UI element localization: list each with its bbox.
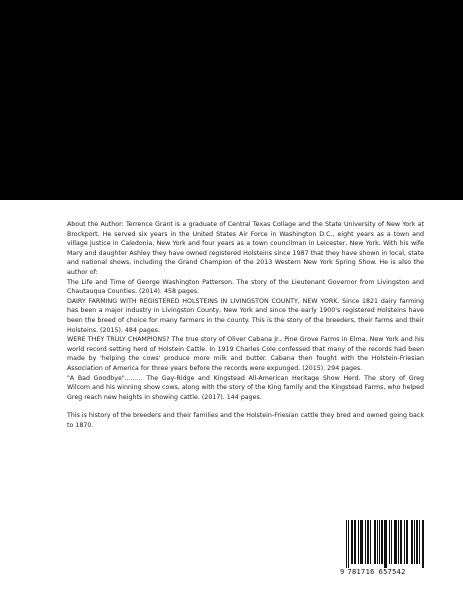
barcode-bar bbox=[384, 520, 385, 568]
closing-paragraph: This is history of the breeders and their families and the Holstein-Friesian cattle they bred and owned going back to 1870. bbox=[67, 412, 424, 429]
book-bad-goodbye-paragraph: "A Bad Goodbye"......... The Gay-Ridge and Kingstead All-American Heritage Show Herd. The story of Greg Wilcom and his winning show cows, along with the story of the King family and the Kingstead Farms, who helped Greg reach new heights in showing cattle. (2017). 144 pages. bbox=[67, 374, 424, 401]
barcode-bar bbox=[358, 520, 359, 564]
barcode-bar bbox=[377, 520, 378, 564]
barcode-bar bbox=[346, 520, 347, 568]
barcode-bars-icon bbox=[346, 520, 424, 568]
barcode-bar bbox=[348, 520, 349, 568]
barcode-bar bbox=[411, 520, 412, 564]
barcode-bar bbox=[419, 520, 420, 564]
barcode-bar bbox=[394, 520, 395, 564]
isbn-digits-right: 657542 bbox=[378, 568, 406, 576]
barcode-bar bbox=[360, 520, 361, 564]
barcode-bar bbox=[381, 520, 382, 564]
back-cover-text bbox=[67, 220, 424, 430]
barcode-bar bbox=[406, 520, 407, 564]
book-dairy-farming-paragraph: DAIRY FARMING WITH REGISTERED HOLSTEINS IN LIVINGSTON COUNTY, NEW YORK. Since 1821 dairy farming has been a major industry in Livingston County, New York and since the early 1900's registered Holsteins have been the breed of choice for many farmers in the county. This is the story of the breeders, their farms and their Holsteins. (2015). 484 pages. bbox=[67, 297, 424, 334]
barcode-bar bbox=[416, 520, 417, 564]
barcode-bar bbox=[355, 520, 356, 564]
barcode-bar bbox=[400, 520, 401, 564]
barcode-bar bbox=[398, 520, 399, 564]
barcode-bar bbox=[414, 520, 415, 564]
barcode-bar bbox=[385, 520, 386, 568]
barcode-bar bbox=[395, 520, 396, 564]
isbn-digits-left: 781716 bbox=[347, 568, 375, 576]
book-champions-paragraph: WERE THEY TRULY CHAMPIONS? The true story of Oliver Cabana Jr., Pine Grove Farms in Elma, New York and his world record setting herd of Holstein Cattle. In 1919 Charles Cole confessed that many of the records had been made by 'helping the cows' produce more milk and butter. Cabana then fought with the Holstein-Friesian Association of America for three years before the records were expunged. (2015). 294 pages. bbox=[67, 336, 424, 372]
isbn-number bbox=[340, 568, 428, 576]
barcode-bar bbox=[404, 520, 405, 564]
barcode-bar bbox=[375, 520, 376, 564]
barcode-bar bbox=[379, 520, 380, 564]
barcode-bar bbox=[361, 520, 362, 564]
cover-black-band bbox=[0, 0, 463, 200]
barcode-bar bbox=[389, 520, 390, 564]
barcode-bar bbox=[423, 520, 424, 568]
barcode-bar bbox=[374, 520, 375, 564]
book-patterson-paragraph: The Life and Time of George Washington Patterson. The story of the Lieutenant Governor from Livingston and Chautauqua Counties. (2014). 458 pages. bbox=[67, 278, 424, 296]
barcode-bar bbox=[368, 520, 369, 564]
barcode-bar bbox=[391, 520, 392, 564]
about-author-paragraph: About the Author: Terrence Grant is a graduate of Central Texas Collage and the State University of New York at Brockport. He served six years in the United States Air Force in Washington D.C., eight years as a town and village justice in Caledonia, New York and four years as a town councilman in Leicester, New York. With his wife Mary and daughter Ashley they have owned registered Holsteins since 1987 that they have shown in local, state and national shows, including the Grand Champion of the 2013 Western New York Spring Show. He is also the author of: bbox=[67, 221, 424, 276]
barcode-bar bbox=[351, 520, 352, 564]
barcode-bar bbox=[386, 520, 387, 568]
isbn-digit-first: 9 bbox=[340, 568, 345, 576]
barcode-bar bbox=[422, 520, 423, 568]
barcode-bar bbox=[396, 520, 397, 564]
isbn-barcode bbox=[340, 518, 428, 580]
barcode-bar bbox=[354, 520, 355, 564]
barcode-bar bbox=[417, 520, 418, 564]
barcode-bar bbox=[365, 520, 366, 564]
barcode-bar bbox=[401, 520, 402, 564]
barcode-bar bbox=[362, 520, 363, 564]
barcode-bar bbox=[382, 520, 383, 564]
barcode-bar bbox=[352, 520, 353, 564]
barcode-bar bbox=[367, 520, 368, 564]
barcode-bar bbox=[370, 520, 371, 564]
barcode-bar bbox=[412, 520, 413, 564]
barcode-bar bbox=[407, 520, 408, 564]
